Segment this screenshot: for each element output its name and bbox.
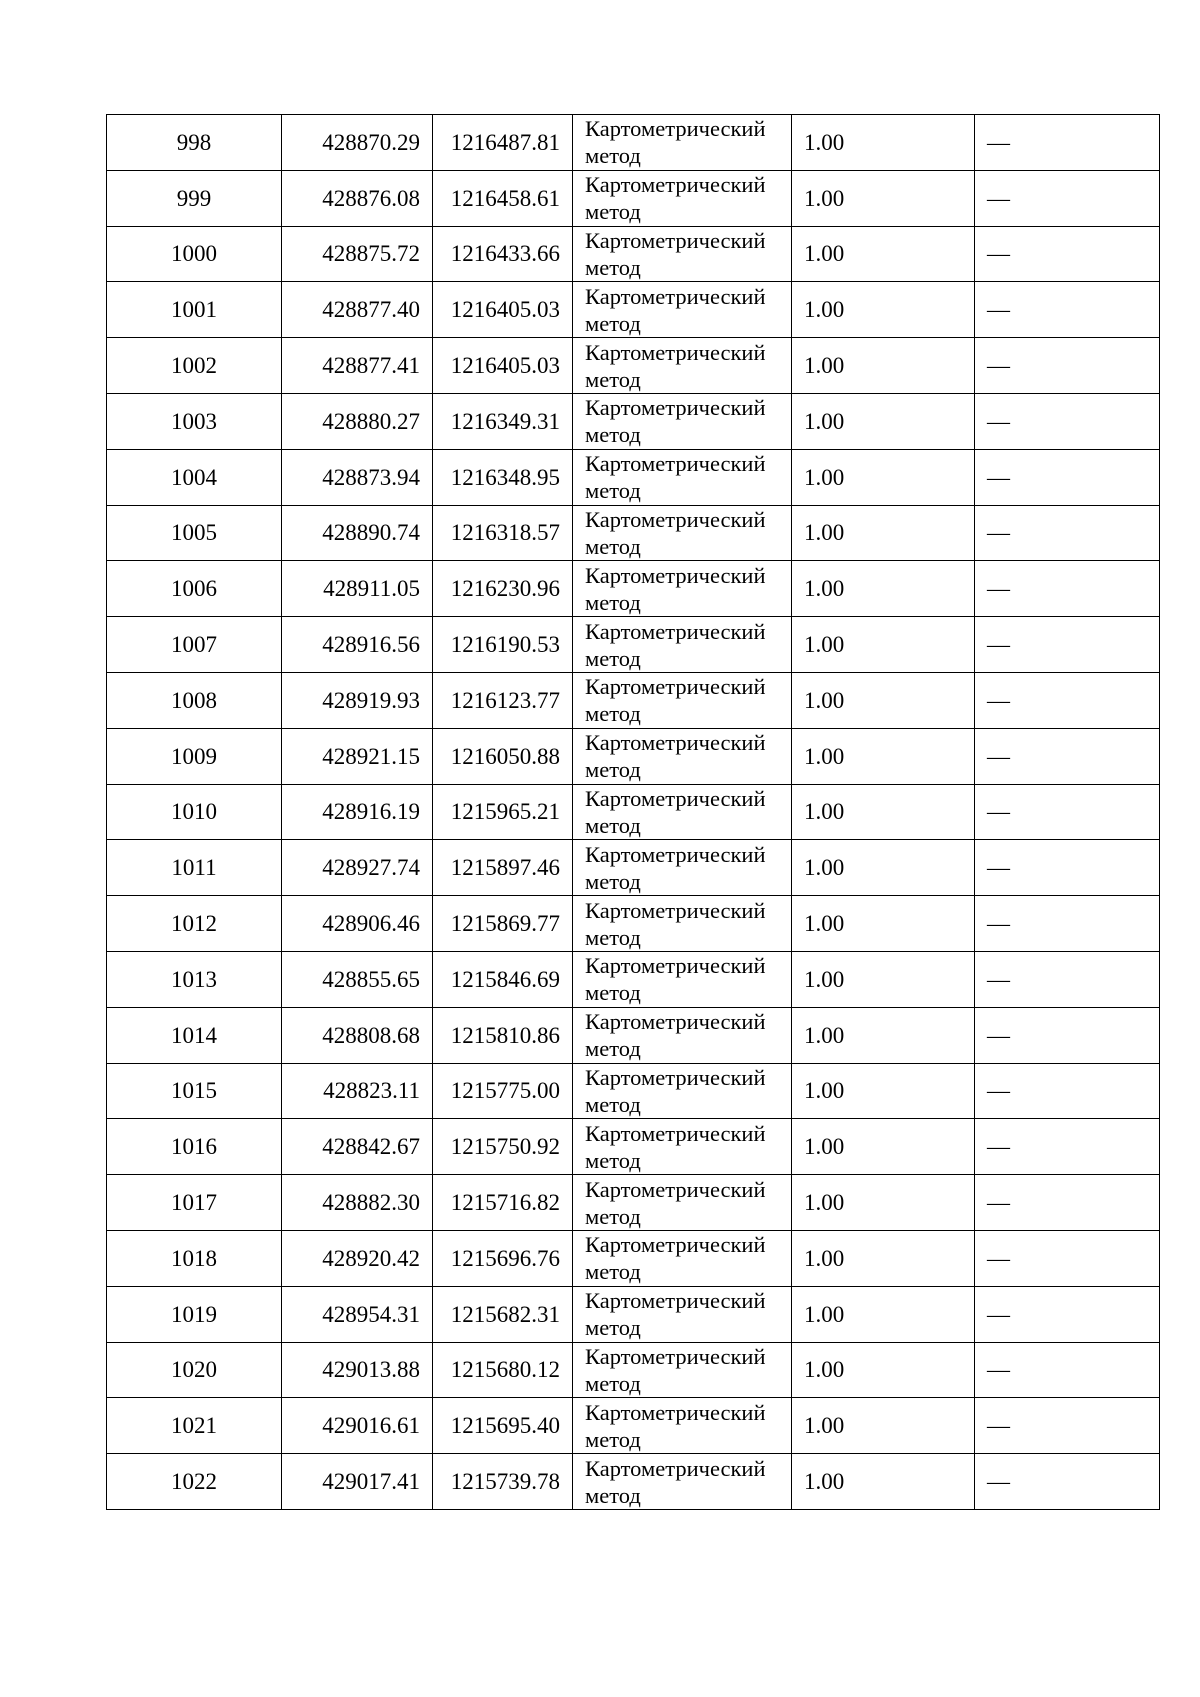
y-coordinate-cell: 1216348.95 — [433, 449, 573, 505]
method-label-line2: метод — [585, 1036, 641, 1062]
y-coordinate-cell: 1215965.21 — [433, 784, 573, 840]
accuracy-cell: 1.00 — [792, 1063, 975, 1119]
table-row — [107, 1119, 1160, 1175]
method-label-line2: метод — [585, 366, 641, 392]
table-row — [107, 617, 1160, 673]
method-label-line1: Картометрический — [585, 1176, 766, 1202]
description-cell: — — [975, 951, 1160, 1007]
point-number-cell: 998 — [107, 115, 282, 171]
method-label-line1: Картометрический — [585, 562, 766, 588]
x-coordinate-cell: 428890.74 — [282, 505, 433, 561]
table-row — [107, 1286, 1160, 1342]
description-cell: — — [975, 1286, 1160, 1342]
x-coordinate-cell: 428870.29 — [282, 115, 433, 171]
method-label-line1: Картометрический — [585, 451, 766, 477]
description-cell: — — [975, 840, 1160, 896]
description-cell: — — [975, 115, 1160, 171]
table-row — [107, 115, 1160, 171]
method-label-line2: метод — [585, 1259, 641, 1285]
x-coordinate-cell: 428916.56 — [282, 617, 433, 673]
method-label-line1: Картометрический — [585, 785, 766, 811]
method-label-line2: метод — [585, 1091, 641, 1117]
point-number-cell: 1004 — [107, 449, 282, 505]
method-cell — [573, 226, 792, 282]
method-label-line1: Картометрический — [585, 841, 766, 867]
point-number-cell: 1014 — [107, 1007, 282, 1063]
x-coordinate-cell: 429017.41 — [282, 1454, 433, 1510]
accuracy-cell: 1.00 — [792, 505, 975, 561]
accuracy-cell: 1.00 — [792, 672, 975, 728]
description-cell: — — [975, 1230, 1160, 1286]
method-cell — [573, 617, 792, 673]
x-coordinate-cell: 428911.05 — [282, 561, 433, 617]
description-cell: — — [975, 1175, 1160, 1231]
x-coordinate-cell: 428876.08 — [282, 170, 433, 226]
x-coordinate-cell: 428919.93 — [282, 672, 433, 728]
point-number-cell: 1013 — [107, 951, 282, 1007]
method-label-line1: Картометрический — [585, 1343, 766, 1369]
method-cell — [573, 282, 792, 338]
y-coordinate-cell: 1216230.96 — [433, 561, 573, 617]
description-cell: — — [975, 561, 1160, 617]
accuracy-cell: 1.00 — [792, 170, 975, 226]
y-coordinate-cell: 1216190.53 — [433, 617, 573, 673]
x-coordinate-cell: 428954.31 — [282, 1286, 433, 1342]
accuracy-cell: 1.00 — [792, 1119, 975, 1175]
x-coordinate-cell: 428880.27 — [282, 393, 433, 449]
point-number-cell: 1021 — [107, 1398, 282, 1454]
accuracy-cell: 1.00 — [792, 951, 975, 1007]
description-cell: — — [975, 672, 1160, 728]
coordinates-table — [106, 114, 1160, 1510]
method-cell — [573, 672, 792, 728]
method-label-line1: Картометрический — [585, 1120, 766, 1146]
point-number-cell: 1011 — [107, 840, 282, 896]
method-cell — [573, 728, 792, 784]
method-cell — [573, 1175, 792, 1231]
table-row — [107, 338, 1160, 394]
point-number-cell: 1019 — [107, 1286, 282, 1342]
method-label-line2: метод — [585, 533, 641, 559]
x-coordinate-cell: 428906.46 — [282, 896, 433, 952]
y-coordinate-cell: 1216318.57 — [433, 505, 573, 561]
point-number-cell: 1016 — [107, 1119, 282, 1175]
point-number-cell: 1017 — [107, 1175, 282, 1231]
method-label-line1: Картометрический — [585, 730, 766, 756]
method-label-line1: Картометрический — [585, 395, 766, 421]
description-cell: — — [975, 1063, 1160, 1119]
table-row — [107, 1398, 1160, 1454]
method-cell — [573, 393, 792, 449]
x-coordinate-cell: 428873.94 — [282, 449, 433, 505]
y-coordinate-cell: 1215695.40 — [433, 1398, 573, 1454]
point-number-cell: 1015 — [107, 1063, 282, 1119]
x-coordinate-cell: 428855.65 — [282, 951, 433, 1007]
table-row — [107, 505, 1160, 561]
accuracy-cell: 1.00 — [792, 561, 975, 617]
method-label-line2: метод — [585, 980, 641, 1006]
description-cell: — — [975, 896, 1160, 952]
accuracy-cell: 1.00 — [792, 282, 975, 338]
description-cell: — — [975, 1342, 1160, 1398]
y-coordinate-cell: 1216433.66 — [433, 226, 573, 282]
method-label-line2: метод — [585, 1203, 641, 1229]
point-number-cell: 1007 — [107, 617, 282, 673]
description-cell: — — [975, 728, 1160, 784]
table-row — [107, 840, 1160, 896]
point-number-cell: 1010 — [107, 784, 282, 840]
table-row — [107, 170, 1160, 226]
table-row — [107, 561, 1160, 617]
method-cell — [573, 840, 792, 896]
y-coordinate-cell: 1215696.76 — [433, 1230, 573, 1286]
description-cell: — — [975, 784, 1160, 840]
table-row — [107, 1063, 1160, 1119]
accuracy-cell: 1.00 — [792, 1286, 975, 1342]
method-cell — [573, 951, 792, 1007]
accuracy-cell: 1.00 — [792, 1398, 975, 1454]
x-coordinate-cell: 428920.42 — [282, 1230, 433, 1286]
method-label-line1: Картометрический — [585, 1009, 766, 1035]
table-row — [107, 449, 1160, 505]
x-coordinate-cell: 428877.41 — [282, 338, 433, 394]
point-number-cell: 1001 — [107, 282, 282, 338]
method-label-line1: Картометрический — [585, 1288, 766, 1314]
method-label-line2: метод — [585, 143, 641, 169]
accuracy-cell: 1.00 — [792, 728, 975, 784]
method-cell — [573, 170, 792, 226]
description-cell: — — [975, 170, 1160, 226]
point-number-cell: 1006 — [107, 561, 282, 617]
method-label-line1: Картометрический — [585, 1064, 766, 1090]
y-coordinate-cell: 1216050.88 — [433, 728, 573, 784]
y-coordinate-cell: 1215775.00 — [433, 1063, 573, 1119]
accuracy-cell: 1.00 — [792, 1007, 975, 1063]
method-label-line1: Картометрический — [585, 1399, 766, 1425]
description-cell: — — [975, 505, 1160, 561]
method-cell — [573, 1342, 792, 1398]
table-row — [107, 393, 1160, 449]
method-label-line2: метод — [585, 422, 641, 448]
method-label-line2: метод — [585, 924, 641, 950]
accuracy-cell: 1.00 — [792, 1175, 975, 1231]
y-coordinate-cell: 1215739.78 — [433, 1454, 573, 1510]
y-coordinate-cell: 1215716.82 — [433, 1175, 573, 1231]
y-coordinate-cell: 1215682.31 — [433, 1286, 573, 1342]
description-cell: — — [975, 449, 1160, 505]
point-number-cell: 1002 — [107, 338, 282, 394]
accuracy-cell: 1.00 — [792, 449, 975, 505]
method-label-line1: Картометрический — [585, 618, 766, 644]
method-label-line2: метод — [585, 478, 641, 504]
table-row — [107, 1175, 1160, 1231]
accuracy-cell: 1.00 — [792, 617, 975, 673]
method-cell — [573, 1119, 792, 1175]
point-number-cell: 999 — [107, 170, 282, 226]
y-coordinate-cell: 1216405.03 — [433, 338, 573, 394]
method-cell — [573, 1007, 792, 1063]
y-coordinate-cell: 1215680.12 — [433, 1342, 573, 1398]
method-label-line2: метод — [585, 868, 641, 894]
method-cell — [573, 1454, 792, 1510]
table-row — [107, 1454, 1160, 1510]
method-label-line2: метод — [585, 310, 641, 336]
method-label-line2: метод — [585, 701, 641, 727]
point-number-cell: 1000 — [107, 226, 282, 282]
accuracy-cell: 1.00 — [792, 338, 975, 394]
y-coordinate-cell: 1216487.81 — [433, 115, 573, 171]
method-label-line1: Картометрический — [585, 674, 766, 700]
x-coordinate-cell: 428916.19 — [282, 784, 433, 840]
description-cell: — — [975, 1454, 1160, 1510]
table-row — [107, 282, 1160, 338]
accuracy-cell: 1.00 — [792, 1342, 975, 1398]
table-row — [107, 1342, 1160, 1398]
table-row — [107, 951, 1160, 1007]
point-number-cell: 1005 — [107, 505, 282, 561]
y-coordinate-cell: 1216123.77 — [433, 672, 573, 728]
description-cell: — — [975, 617, 1160, 673]
point-number-cell: 1018 — [107, 1230, 282, 1286]
method-label-line2: метод — [585, 199, 641, 225]
method-label-line1: Картометрический — [585, 172, 766, 198]
method-label-line2: метод — [585, 1426, 641, 1452]
accuracy-cell: 1.00 — [792, 226, 975, 282]
table-row — [107, 896, 1160, 952]
y-coordinate-cell: 1216349.31 — [433, 393, 573, 449]
x-coordinate-cell: 428842.67 — [282, 1119, 433, 1175]
method-label-line1: Картометрический — [585, 953, 766, 979]
accuracy-cell: 1.00 — [792, 1230, 975, 1286]
accuracy-cell: 1.00 — [792, 115, 975, 171]
method-label-line1: Картометрический — [585, 227, 766, 253]
accuracy-cell: 1.00 — [792, 393, 975, 449]
table-row — [107, 1007, 1160, 1063]
method-cell — [573, 1398, 792, 1454]
y-coordinate-cell: 1215869.77 — [433, 896, 573, 952]
y-coordinate-cell: 1215897.46 — [433, 840, 573, 896]
x-coordinate-cell: 428921.15 — [282, 728, 433, 784]
method-label-line2: метод — [585, 757, 641, 783]
description-cell: — — [975, 1398, 1160, 1454]
method-cell — [573, 338, 792, 394]
table-row — [107, 1230, 1160, 1286]
method-label-line1: Картометрический — [585, 1455, 766, 1481]
y-coordinate-cell: 1215750.92 — [433, 1119, 573, 1175]
point-number-cell: 1003 — [107, 393, 282, 449]
method-label-line1: Картометрический — [585, 283, 766, 309]
point-number-cell: 1009 — [107, 728, 282, 784]
description-cell: — — [975, 226, 1160, 282]
point-number-cell: 1020 — [107, 1342, 282, 1398]
method-label-line1: Картометрический — [585, 897, 766, 923]
method-label-line2: метод — [585, 1147, 641, 1173]
method-cell — [573, 561, 792, 617]
method-label-line1: Картометрический — [585, 1232, 766, 1258]
method-label-line1: Картометрический — [585, 116, 766, 142]
y-coordinate-cell: 1215846.69 — [433, 951, 573, 1007]
method-cell — [573, 1063, 792, 1119]
method-label-line2: метод — [585, 1315, 641, 1341]
method-label-line2: метод — [585, 1370, 641, 1396]
y-coordinate-cell: 1216458.61 — [433, 170, 573, 226]
point-number-cell: 1008 — [107, 672, 282, 728]
method-cell — [573, 449, 792, 505]
method-label-line2: метод — [585, 254, 641, 280]
table-row — [107, 784, 1160, 840]
method-label-line1: Картометрический — [585, 339, 766, 365]
description-cell: — — [975, 1007, 1160, 1063]
x-coordinate-cell: 428882.30 — [282, 1175, 433, 1231]
method-label-line1: Картометрический — [585, 506, 766, 532]
point-number-cell: 1022 — [107, 1454, 282, 1510]
method-cell — [573, 1286, 792, 1342]
method-cell — [573, 115, 792, 171]
method-label-line2: метод — [585, 1482, 641, 1508]
method-cell — [573, 1230, 792, 1286]
description-cell: — — [975, 393, 1160, 449]
method-label-line2: метод — [585, 812, 641, 838]
accuracy-cell: 1.00 — [792, 1454, 975, 1510]
description-cell: — — [975, 1119, 1160, 1175]
point-number-cell: 1012 — [107, 896, 282, 952]
accuracy-cell: 1.00 — [792, 840, 975, 896]
method-cell — [573, 896, 792, 952]
x-coordinate-cell: 429013.88 — [282, 1342, 433, 1398]
x-coordinate-cell: 428823.11 — [282, 1063, 433, 1119]
x-coordinate-cell: 428875.72 — [282, 226, 433, 282]
description-cell: — — [975, 282, 1160, 338]
description-cell: — — [975, 338, 1160, 394]
method-cell — [573, 784, 792, 840]
table-row — [107, 226, 1160, 282]
x-coordinate-cell: 428808.68 — [282, 1007, 433, 1063]
method-label-line2: метод — [585, 645, 641, 671]
y-coordinate-cell: 1216405.03 — [433, 282, 573, 338]
x-coordinate-cell: 428927.74 — [282, 840, 433, 896]
coordinates-table-body — [107, 115, 1160, 1510]
method-cell — [573, 505, 792, 561]
table-row — [107, 672, 1160, 728]
y-coordinate-cell: 1215810.86 — [433, 1007, 573, 1063]
method-label-line2: метод — [585, 589, 641, 615]
x-coordinate-cell: 428877.40 — [282, 282, 433, 338]
table-row — [107, 728, 1160, 784]
x-coordinate-cell: 429016.61 — [282, 1398, 433, 1454]
accuracy-cell: 1.00 — [792, 896, 975, 952]
accuracy-cell: 1.00 — [792, 784, 975, 840]
